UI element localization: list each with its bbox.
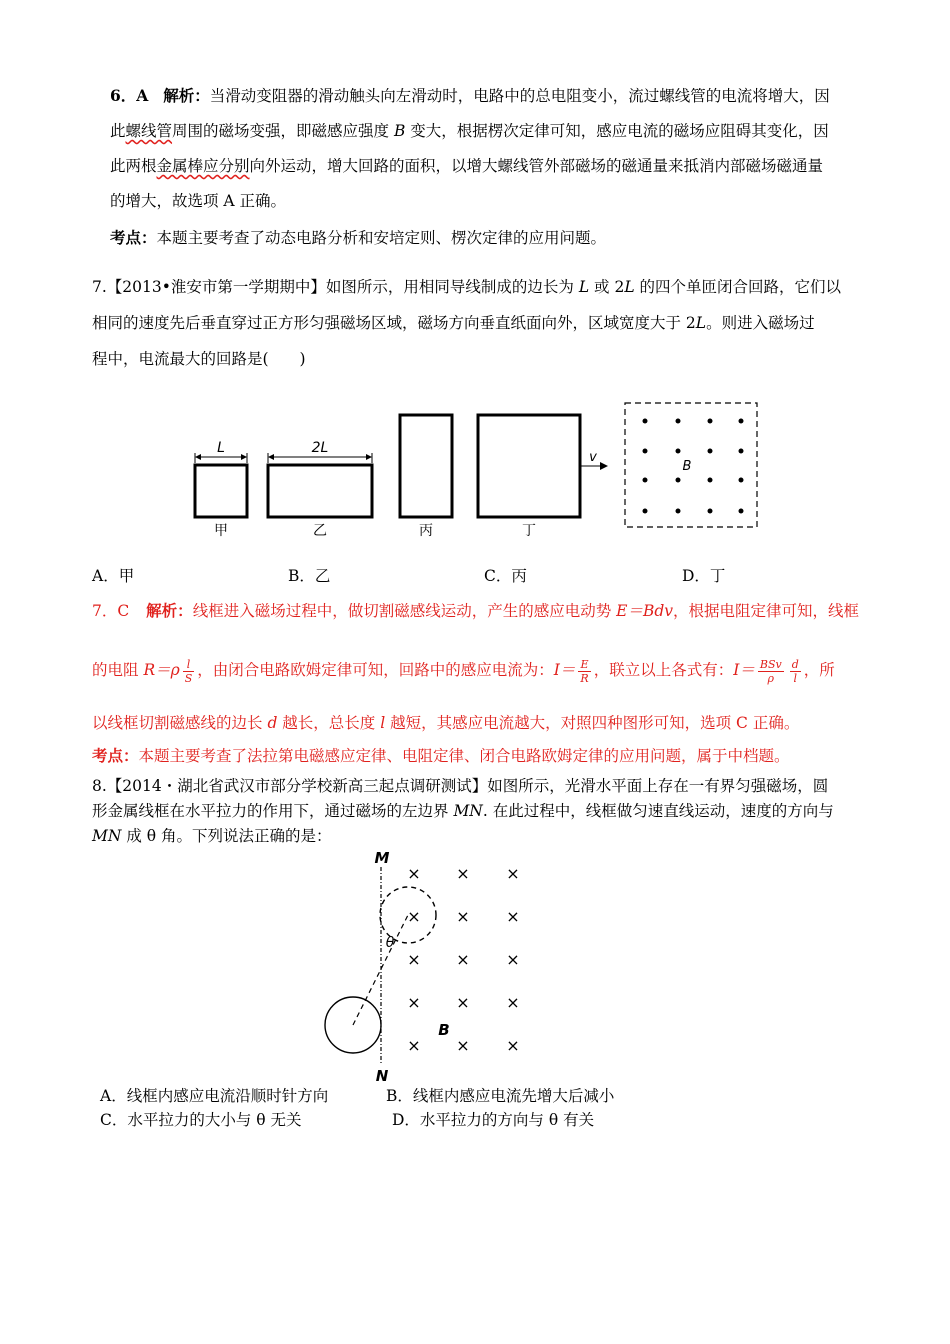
label-B: B — [682, 459, 692, 474]
q7-answer-2b: ，由闭合电路欧姆定律可知，回路中的感应电流为： — [197, 661, 554, 679]
cross: × — [456, 1036, 470, 1055]
q7-symbol-d: d — [267, 714, 278, 732]
q7-figure — [180, 395, 780, 545]
q6-jiexi-label: 解析： — [163, 86, 210, 105]
q7-stem-2a: 相同的速度先后垂直穿过正方形匀强磁场区域，磁场方向垂直纸面向外，区域宽度大于 2 — [92, 314, 696, 332]
q6-text-3-wavy: 金属棒应分别 — [156, 157, 250, 175]
q7-symbol-L3: L — [695, 314, 707, 332]
q8-symbol-MN2: MN — [92, 827, 122, 845]
q7-answer-3c: 越短，其感应电流越大，对照四种图形可知，选项 C 正确。 — [385, 714, 800, 732]
cross: × — [506, 993, 520, 1012]
loop-bing — [400, 415, 452, 539]
name-jia: 甲 — [214, 523, 228, 539]
frac-num: l — [183, 658, 195, 672]
q7-answer-2c: ，联立以上各式有： — [593, 661, 734, 679]
q8-stem-2b: . 在此过程中，线框做匀速直线运动，速度的方向与 — [482, 802, 834, 820]
q6-text-4: 的增大，故选项 A 正确。 — [110, 192, 287, 210]
q7-answer-3b: 越长，总长度 — [277, 714, 381, 732]
q7-stem-line3 — [92, 349, 306, 369]
cross: × — [506, 950, 520, 969]
frac-E-over-R — [578, 658, 590, 685]
q7-stem-1c: 的四个单匝闭合回路，它们以 — [634, 278, 842, 296]
q6-line1 — [110, 86, 830, 106]
q8-option-a[interactable]: A．线框内感应电流沿顺时针方向 — [100, 1087, 329, 1105]
q6-text-2-wavy: 螺线管 — [125, 122, 173, 140]
label-v: v — [589, 450, 597, 465]
cross: × — [456, 993, 470, 1012]
frac-l-over-S — [183, 658, 195, 685]
cross: × — [407, 864, 421, 883]
q6-kaodian-label: 考点： — [110, 228, 157, 247]
q7-answer-3a: 以线框切割磁感线的边长 — [92, 714, 268, 732]
cross: × — [407, 950, 421, 969]
q8-symbol-MN: MN — [453, 802, 483, 820]
q6-kaodian-text: 本题主要考查了动态电路分析和安培定则、楞次定律的应用问题。 — [156, 229, 607, 247]
q7-option-c[interactable]: C．丙 — [484, 567, 527, 585]
q6-line4 — [110, 191, 286, 211]
cross: × — [407, 1036, 421, 1055]
q7-stem-3: 程中，电流最大的回路是( ) — [92, 350, 306, 368]
q6-text-2b: 周围的磁场变强，即磁感应强度 — [172, 122, 394, 140]
field-crosses — [407, 864, 519, 1055]
q6-number: 6．A — [110, 86, 149, 105]
q7-symbol-l: l — [380, 714, 386, 732]
q8-option-d[interactable]: D．水平拉力的方向与 θ 有关 — [392, 1111, 595, 1129]
frac-den: R — [580, 671, 589, 685]
q8-figure — [310, 845, 550, 1085]
frac-d-over-l — [790, 658, 801, 685]
magnetic-field-region — [625, 403, 757, 527]
frac-den: S — [184, 671, 193, 685]
q8-stem-line1 — [92, 776, 828, 796]
q7-answer-line1 — [92, 601, 859, 621]
loop-jia — [195, 440, 247, 539]
q7-formula-R: R＝ρ — [143, 661, 180, 679]
q7-stem-1a: 7.【2013•淮安市第一学期期中】如图所示，用相同导线制成的边长为 — [92, 278, 579, 296]
q7-answer-number: 7．C — [92, 602, 130, 620]
q7-jiexi-label: 解析： — [146, 601, 193, 620]
q6-symbol-B: B — [393, 122, 406, 140]
name-bing: 丙 — [419, 523, 433, 539]
q8-stem-3b: 成 θ 角。下列说法正确的是： — [121, 827, 332, 845]
label-M: M — [374, 849, 390, 867]
label-2L: 2L — [311, 440, 329, 456]
label-theta: θ — [385, 935, 395, 951]
q7-symbol-L: L — [578, 278, 590, 296]
q7-kaodian — [92, 746, 790, 766]
cross: × — [456, 907, 470, 926]
cross: × — [506, 1036, 520, 1055]
q8-stem-line3 — [92, 826, 332, 846]
q7-option-d[interactable]: D．丁 — [682, 567, 726, 585]
label-L: L — [217, 440, 225, 456]
q8-stem-1: 8.【2014・湖北省武汉市部分学校新高三起点调研测试】如图所示，光滑水平面上存在一有界匀强磁场，圆 — [92, 777, 829, 795]
q7-kaodian-text: 本题主要考查了法拉第电磁感应定律、电阻定律、闭合电路欧姆定律的应用问题，属于中档题。 — [138, 747, 790, 765]
q7-symbol-L2: L — [624, 278, 635, 296]
loop-yi — [268, 440, 372, 539]
q6-text-2a: 此 — [110, 122, 126, 140]
q7-answer-line3 — [92, 713, 799, 733]
cross: × — [506, 864, 520, 883]
frac-num: d — [791, 657, 799, 671]
q6-text-2c: 变大，根据楞次定律可知，感应电流的磁场应阻碍其变化，因 — [405, 122, 829, 140]
frac-num: BSv — [759, 657, 782, 671]
q7-stem-2b: 。则进入磁场过 — [706, 314, 815, 332]
q6-text-3b: 向外运动，增大回路的面积，以增大螺线管外部磁场的磁通量来抵消内部磁场磁通量 — [249, 157, 824, 175]
q7-answer-line2 — [92, 657, 835, 685]
q7-answer-1a: 线框进入磁场过程中，做切割磁感线运动，产生的感应电动势 — [192, 602, 617, 620]
name-ding: 丁 — [522, 523, 536, 539]
q6-text-1: 当滑动变阻器的滑动触头向左滑动时，电路中的总电阻变小，流过螺线管的电流将增大，因 — [209, 87, 830, 105]
q7-stem-line2 — [92, 313, 815, 333]
label-B: B — [438, 1021, 450, 1039]
q8-stem-2a: 形金属线框在水平拉力的作用下，通过磁场的左边界 — [92, 802, 454, 820]
cross: × — [407, 993, 421, 1012]
q6-text-3a: 此两根 — [110, 157, 157, 175]
frac-num: E — [578, 658, 590, 672]
q7-formula-I2: I＝ — [733, 661, 755, 679]
q6-line2 — [110, 121, 829, 141]
q7-formula-E: E＝Bdv — [616, 602, 674, 620]
frac-BSv-over-rho — [758, 658, 784, 685]
label-N: N — [375, 1067, 389, 1085]
q7-option-a[interactable]: A．甲 — [92, 567, 135, 585]
cross: × — [456, 864, 470, 883]
loop-ding — [478, 415, 608, 539]
q8-option-b[interactable]: B．线框内感应电流先增大后减小 — [386, 1087, 615, 1105]
frac-den: ρ — [767, 671, 775, 685]
q6-kaodian — [110, 228, 606, 248]
q7-answer-1b: ，根据电阻定律可知，线框 — [673, 602, 860, 620]
q7-stem-line1 — [92, 277, 841, 297]
name-yi: 乙 — [313, 523, 327, 539]
frac-den: l — [793, 671, 797, 685]
cross: × — [506, 907, 520, 926]
q8-stem-line2 — [92, 801, 834, 821]
cross: × — [407, 907, 421, 926]
q7-kaodian-label: 考点： — [92, 746, 139, 765]
field-dots — [643, 419, 744, 514]
cross: × — [456, 950, 470, 969]
q7-answer-2a: 的电阻 — [92, 661, 144, 679]
q6-line3 — [110, 156, 823, 176]
q7-formula-I1: I＝ — [553, 661, 576, 679]
q7-stem-1b: 或 2 — [589, 278, 625, 296]
q7-option-b[interactable]: B．乙 — [288, 567, 331, 585]
q8-option-c[interactable]: C．水平拉力的大小与 θ 无关 — [100, 1111, 302, 1129]
q7-answer-2d: ，所 — [803, 661, 835, 679]
